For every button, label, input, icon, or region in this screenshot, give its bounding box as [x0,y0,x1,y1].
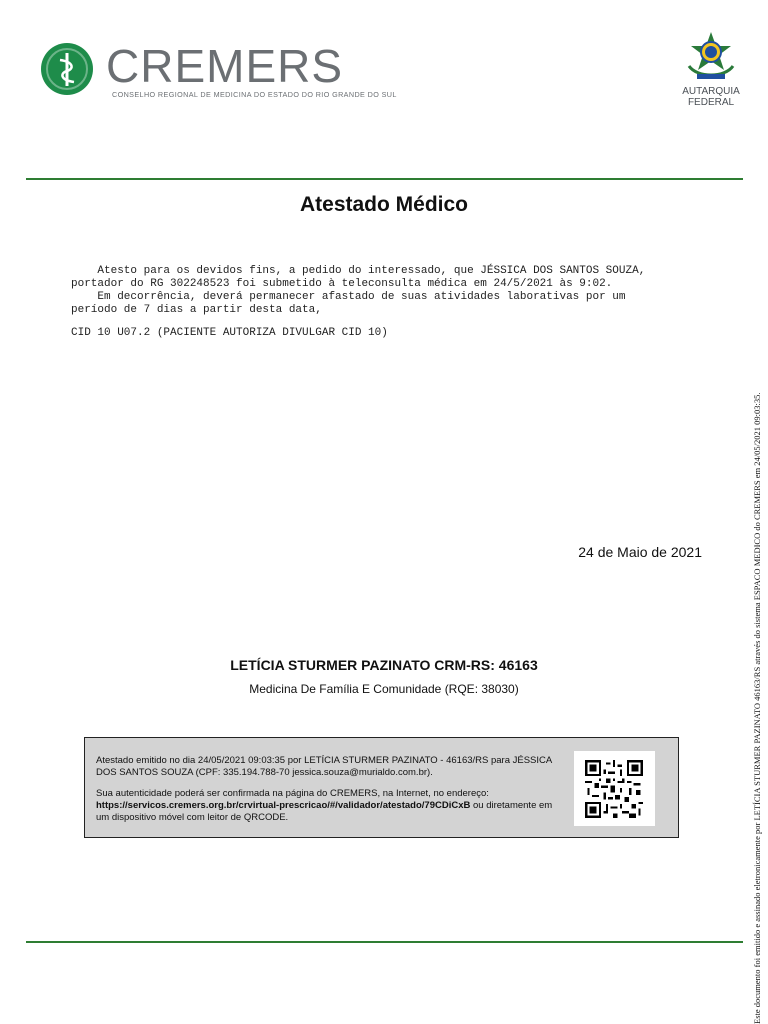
doctor-specialty: Medicina De Família E Comunidade (RQE: 38030) [249,682,519,696]
electronic-signature-note: Este documento foi emitido e assinado eletronicamente por LETÍCIA STURMER PAZINATO 46163/RS através do sistema ESPACO MEDICO do CREMERS em 24/05/2021 09:03:35. [752,392,762,1024]
document-date: 24 de Maio de 2021 [578,544,702,560]
authenticity-suffix: ou diretamente em um dispositivo móvel com leitor de QRCODE. [96,800,553,823]
brazil-coat-of-arms-icon [683,30,739,84]
qr-code-icon[interactable] [584,760,644,818]
autarquia-federal-label: AUTARQUIA FEDERAL [682,86,740,108]
validation-link[interactable]: https://servicos.cremers.org.br/crvirtual-prescricao/#/validador/atestado/79CDiCxB [96,800,471,811]
document-title: Atestado Médico [299,193,469,216]
top-divider [26,178,743,180]
brand-subtitle: CONSELHO REGIONAL DE MEDICINA DO ESTADO DO RIO GRANDE DO SUL [112,90,397,99]
bottom-divider [26,941,743,943]
cid-code: CID 10 U07.2 (PACIENTE AUTORIZA DIVULGAR CID 10) [71,327,388,339]
brand-name: CREMERS [106,40,344,92]
emission-info: Atestado emitido no dia 24/05/2021 09:03:35 por LETÍCIA STURMER PAZINATO - 46163/RS para JÉSSICA DOS SANTOS SOUZA (CPF: 335.194.788-70 jessica.souza@murialdo.com.br). [96,755,552,778]
cremers-logo-icon [40,42,94,96]
authenticity-info [96,788,566,824]
authenticity-text: Sua autenticidade poderá ser confirmada na página do CREMERS, na Internet, no endereço: [96,788,489,799]
doctor-name: LETÍCIA STURMER PAZINATO CRM-RS: 46163 [230,657,538,673]
certificate-body: Atesto para os devidos fins, a pedido do interessado, que JÉSSICA DOS SANTOS SOUZA, portador do RG 302248523 foi submetido à teleconsulta médica em 24/5/2021 às 9:02. Em decorrência, deverá permanecer afastado de suas atividades laborativas por um período de 7 dias a partir desta data, [71,265,646,316]
